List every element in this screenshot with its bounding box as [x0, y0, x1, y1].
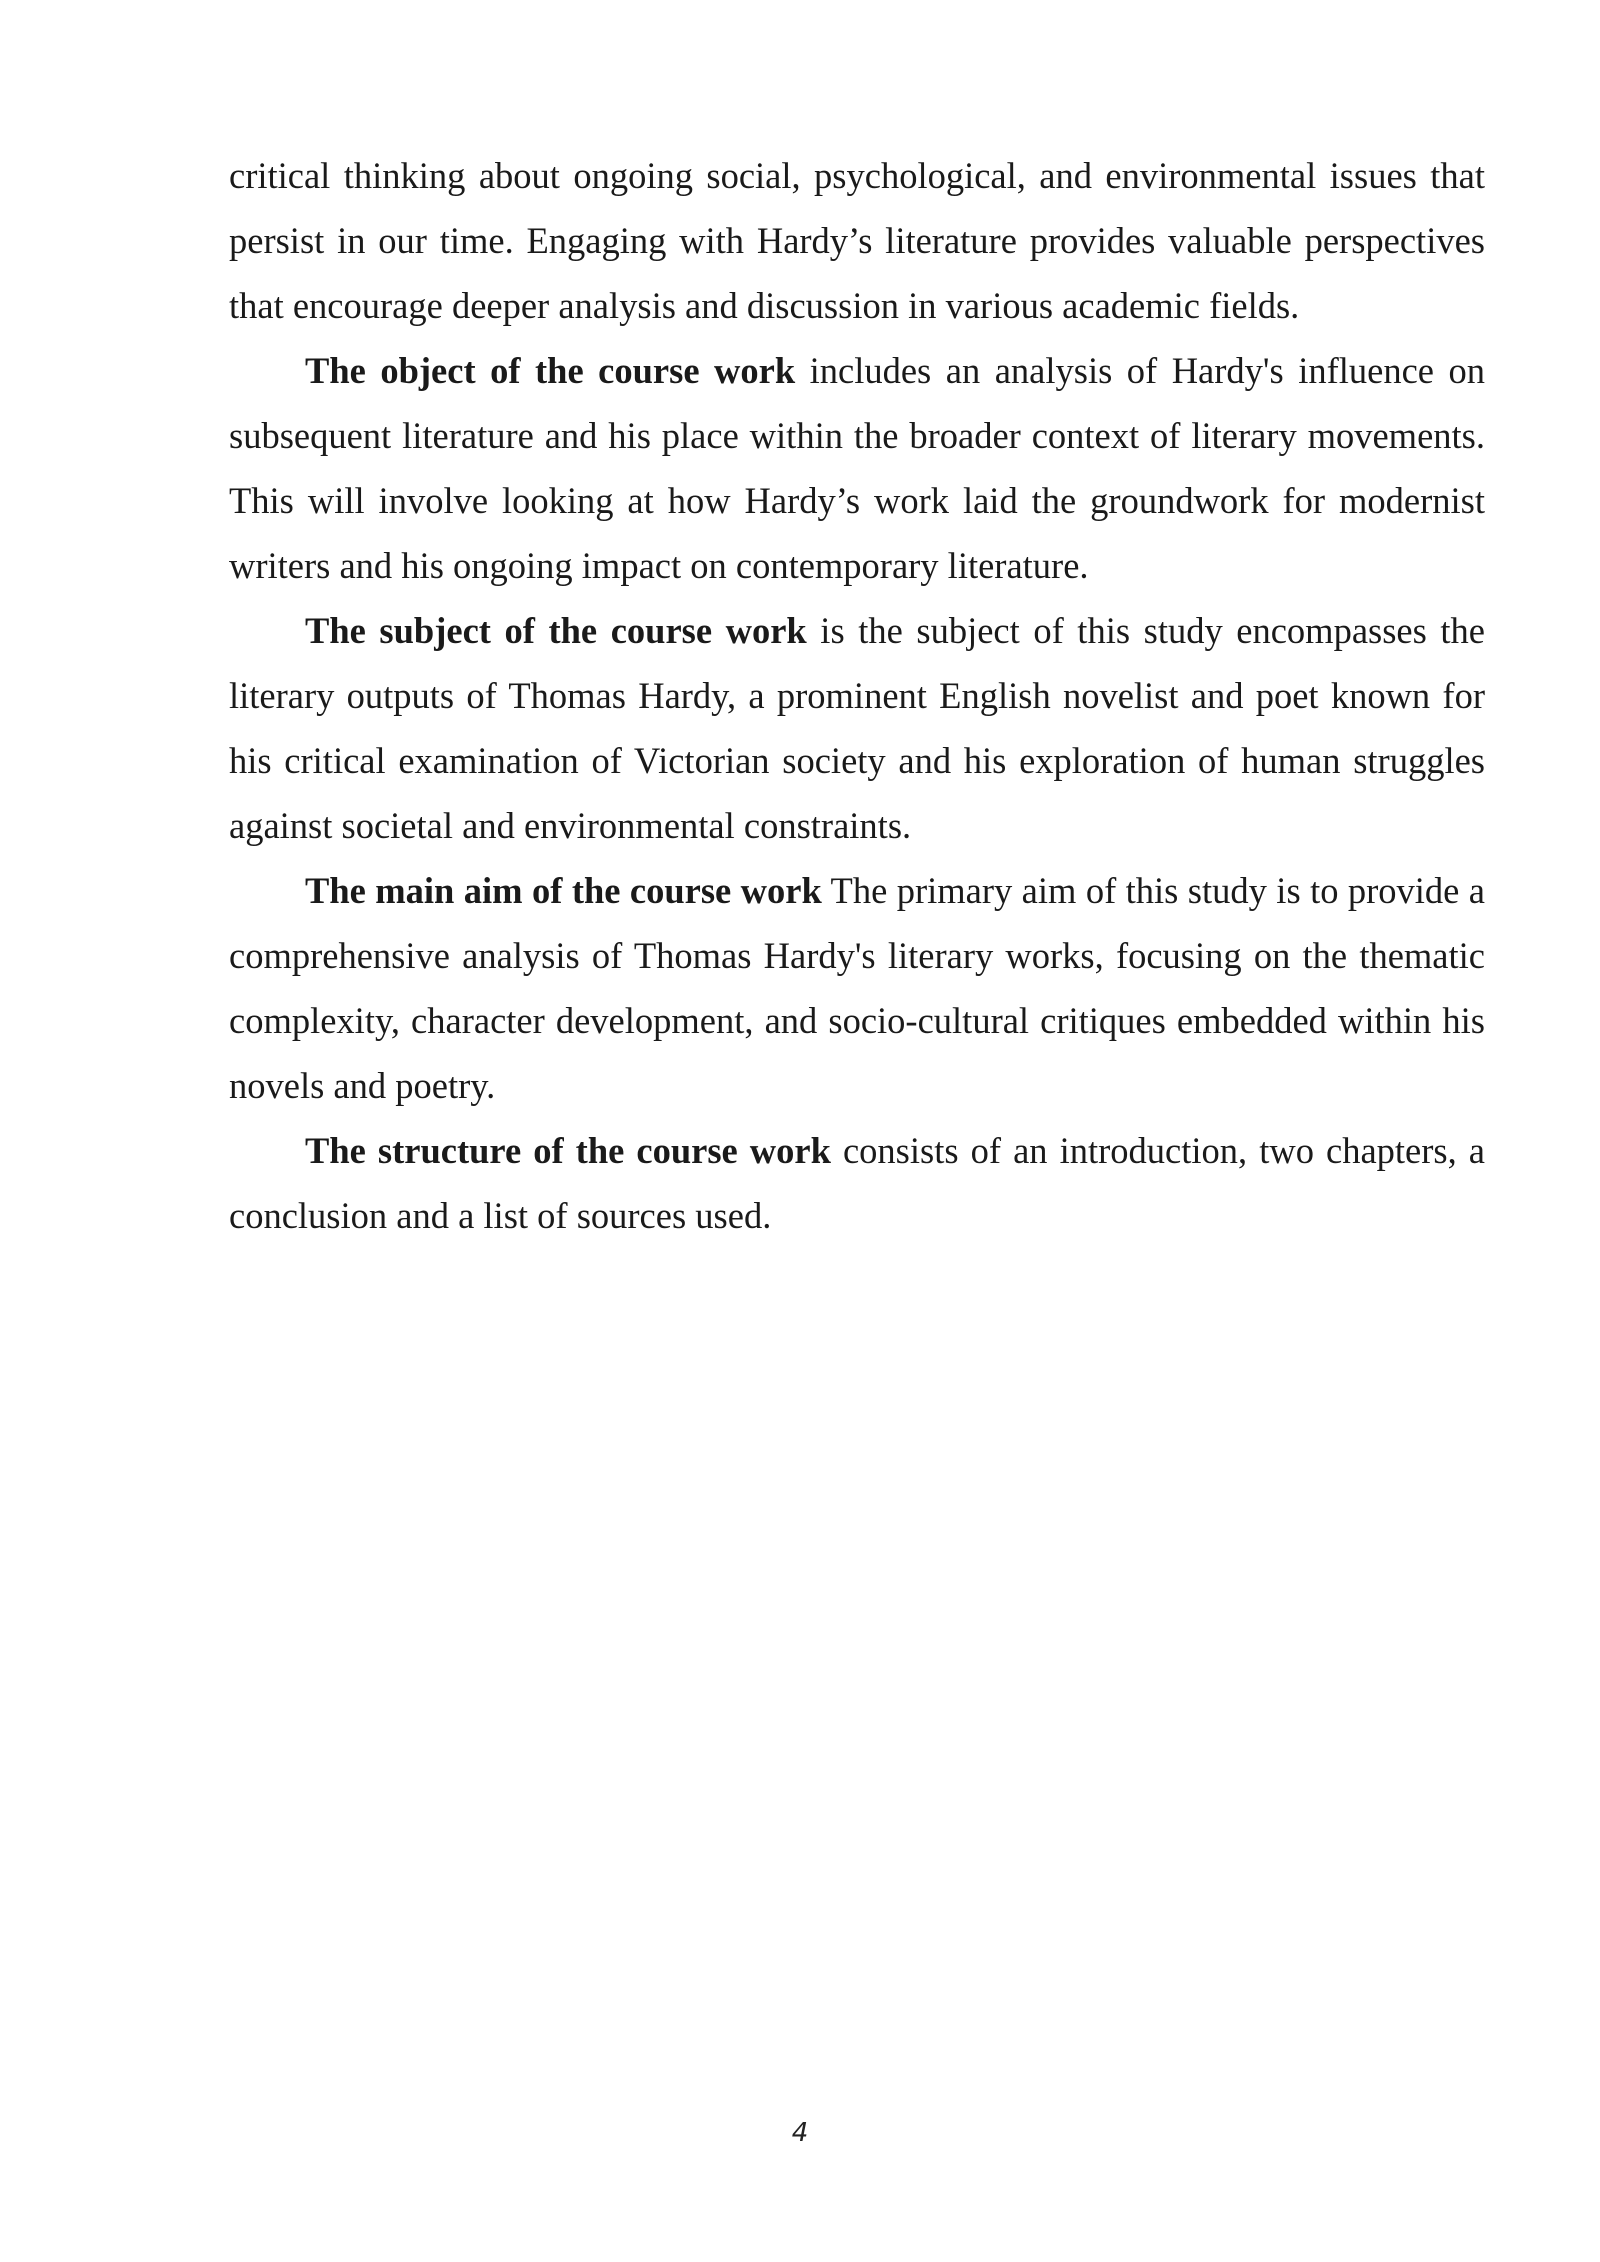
paragraph-text: critical thinking about ongoing social, psychological, and environmental issues that persist in our time. Engaging with Hardy’s literature provides valuable perspectives that encourage deeper analysis and discussion in various academic fields.: [229, 155, 1485, 326]
paragraph-text: The primary aim of this study is to provide a comprehensive analysis of Thomas Hardy's literary works, focusing on the thematic complexity, character development, and socio-cultural critiques embedded within his novels and poetry.: [229, 870, 1485, 1106]
body-text: [229, 143, 1485, 1248]
paragraph-text: is the subject of this study encompasses the literary outputs of Thomas Hardy, a prominent English novelist and poet known for his critical examination of Victorian society and his exploration of human struggles against societal and environmental constraints.: [229, 610, 1485, 846]
paragraph-continuation: [229, 143, 1485, 338]
page-number: 4: [791, 2118, 809, 2148]
paragraph-heading: The main aim of the course work: [305, 870, 822, 911]
paragraph-subject: [229, 598, 1485, 858]
paragraph-structure: [229, 1118, 1485, 1248]
paragraph-heading: The subject of the course work: [305, 610, 807, 651]
paragraph-main-aim: [229, 858, 1485, 1118]
paragraph-object: [229, 338, 1485, 598]
paragraph-heading: The structure of the course work: [305, 1130, 831, 1171]
paragraph-text: includes an analysis of Hardy's influence on subsequent literature and his place within the broader context of literary movements. This will involve looking at how Hardy’s work laid the groundwork for modernist writers and his ongoing impact on contemporary literature.: [229, 350, 1485, 586]
paragraph-heading: The object of the course work: [305, 350, 796, 391]
paragraph-text: consists of an introduction, two chapters, a conclusion and a list of sources used.: [229, 1130, 1486, 1236]
